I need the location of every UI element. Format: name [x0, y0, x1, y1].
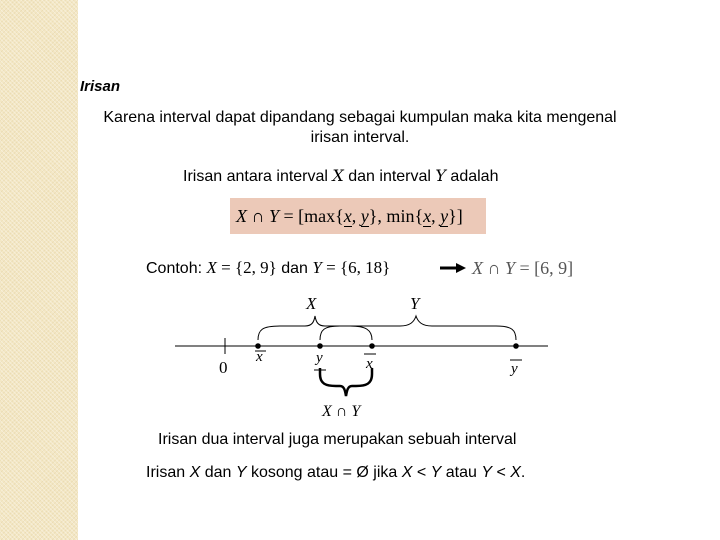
formula-x-high: x [423, 206, 432, 226]
formula-y-high: y [440, 206, 449, 226]
definition-suffix: adalah [445, 168, 499, 185]
note-empty-c: kosong atau = Ø jika [246, 464, 402, 481]
formula-lhs-y: Y [269, 206, 280, 226]
result-value: = [6, 9] [515, 258, 574, 278]
note-empty [146, 464, 525, 482]
formula-lhs-x: X [236, 206, 247, 226]
brace-y [320, 316, 516, 340]
point-y-high [513, 343, 519, 349]
label-y: Y [410, 294, 420, 313]
formula-end: }] [448, 206, 463, 226]
definition-middle: dan interval [343, 168, 436, 185]
definition-y: Y [435, 166, 446, 185]
result-cap: ∩ [483, 258, 505, 278]
label-zero: 0 [219, 358, 228, 377]
result-y: Y [505, 258, 516, 278]
note-empty-b: dan [200, 464, 236, 481]
example-x-name: X [206, 258, 217, 277]
note-empty-x: X [189, 464, 201, 481]
brace-intersection [320, 368, 372, 396]
label-x-high: x [366, 356, 373, 372]
point-x-high [369, 343, 375, 349]
note-empty-y3: Y [481, 464, 492, 481]
note-empty-x2: X [401, 464, 413, 481]
formula-mid: }, min{ [368, 206, 424, 226]
note-empty-d: < [412, 464, 431, 481]
example-dan: dan [276, 260, 313, 277]
brace-x [258, 316, 372, 340]
note-empty-f: < [492, 464, 511, 481]
note-empty-e: atau [441, 464, 482, 481]
example-y-set: = {6, 18} [321, 258, 391, 277]
label-x-low: x [256, 349, 263, 365]
note-empty-y: Y [235, 464, 247, 481]
formula-cap: ∩ [247, 206, 269, 226]
note-interval: Irisan dua interval juga merupakan sebuah interval [158, 431, 517, 448]
label-y-low: y [316, 350, 323, 366]
definition-x: X [332, 166, 344, 185]
point-y-low [317, 343, 323, 349]
formula-comma2: , [431, 206, 441, 226]
formula-y-low: y [360, 206, 369, 226]
label-y-high: y [511, 361, 518, 377]
note-empty-g: . [520, 464, 526, 481]
example-x-set: = {2, 9} [216, 258, 277, 277]
formula-comma1: , [351, 206, 361, 226]
result-x: X [472, 258, 483, 278]
definition-prefix: Irisan antara interval [183, 168, 333, 185]
result-arrow-head [456, 263, 466, 273]
intro-paragraph: Karena interval dapat dipandang sebagai kumpulan maka kita mengenal irisan interval. [103, 109, 617, 146]
point-x-low [255, 343, 261, 349]
note-empty-a: Irisan [146, 464, 190, 481]
formula-eq: = [max{ [279, 206, 344, 226]
label-intersection: X ∩ Y [322, 403, 361, 420]
label-x: X [306, 294, 317, 313]
note-empty-x3: X [510, 464, 521, 481]
example-y-name: Y [312, 258, 322, 277]
example-label: Contoh: [146, 260, 207, 277]
slide-title: Irisan [80, 78, 121, 95]
formula-x-low: x [343, 206, 352, 226]
note-empty-y2: Y [430, 464, 442, 481]
